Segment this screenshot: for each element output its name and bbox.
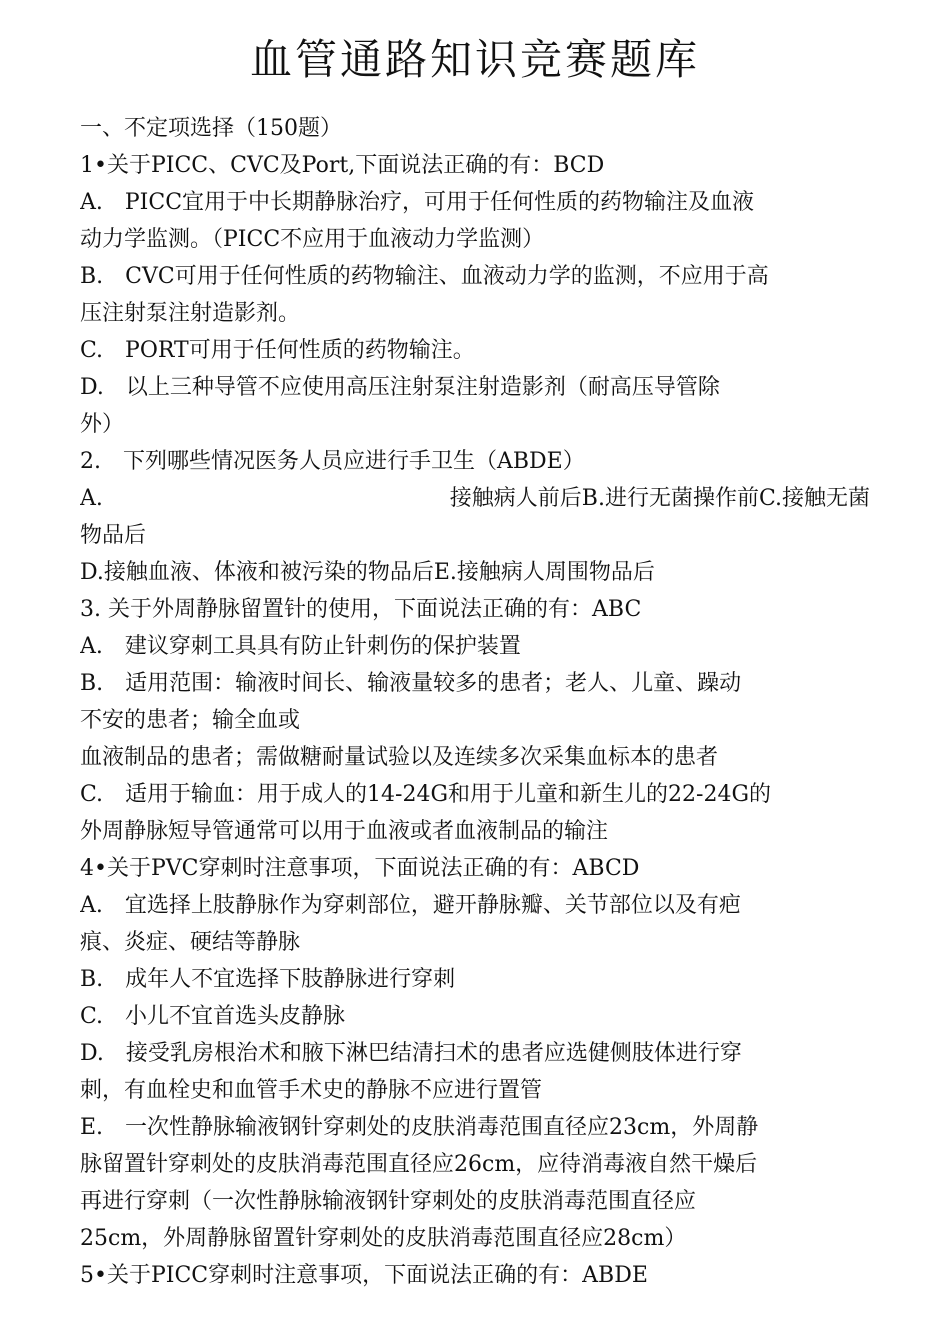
- option-a-marker: A.: [80, 486, 103, 511]
- question-5-stem: 5•关于PICC穿刺时注意事项，下面说法正确的有：ABDE: [80, 1263, 648, 1288]
- question-3-option-c-cont: 外周静脉短导管通常可以用于血液或者血液制品的输注: [80, 819, 609, 844]
- question-1-option-b: B. CVC可用于任何性质的药物输注、血液动力学的监测，不应用于高: [80, 264, 769, 289]
- options-abc-text: 接触病人前后B.进行无菌操作前C.接触无菌: [449, 486, 870, 511]
- question-1-option-a: [80, 184, 870, 221]
- question-4-option-e-cont-2: 再进行穿刺（一次性静脉输液钢针穿刺处的皮肤消毒范围直径应: [80, 1189, 697, 1214]
- question-4-option-e-cont-3: 25cm，外周静脉留置针穿刺处的皮肤消毒范围直径应28cm）: [80, 1226, 687, 1251]
- question-content: [80, 110, 870, 1294]
- question-3-option-b-cont: 不安的患者；输全血或: [80, 708, 301, 733]
- question-1-option-c: C. PORT可用于任何性质的药物输注。: [80, 338, 475, 363]
- question-1-option-b-cont: 压注射泵注射造影剂。: [80, 301, 301, 326]
- question-4-option-b: B. 成年人不宜选择下肢静脉进行穿刺: [80, 967, 456, 992]
- section-heading: 一、不定项选择（150题）: [80, 116, 342, 141]
- question-2-options-de: D.接触血液、体液和被污染的物品后E.接触病人周围物品后: [80, 560, 655, 585]
- line-text: A. PICC宜用于中长期静脉治疗，可用于任何性质的药物输注及血液: [80, 190, 755, 215]
- question-4-option-e-cont: 脉留置针穿刺处的皮肤消毒范围直径应26cm，应待消毒液自然干燥后: [80, 1152, 758, 1177]
- question-4-option-a: A. 宜选择上肢静脉作为穿刺部位，避开静脉瓣、关节部位以及有疤: [80, 893, 741, 918]
- question-3-option-c: C. 适用于输血：用于成人的14-24G和用于儿童和新生儿的22-24G的: [80, 782, 772, 807]
- question-1-option-d: D. 以上三种导管不应使用高压注射泵注射造影剂（耐高压导管除: [80, 375, 720, 400]
- question-3-stem: 3. 关于外周静脉留置针的使用，下面说法正确的有：ABC: [80, 597, 642, 622]
- question-4-stem: 4•关于PVC穿刺时注意事项，下面说法正确的有：ABCD: [80, 856, 640, 881]
- question-4-option-a-cont: 痕、炎症、硬结等静脉: [80, 930, 301, 955]
- question-2-options-line: [80, 480, 870, 517]
- question-4-option-c: C. 小儿不宜首选头皮静脉: [80, 1004, 346, 1029]
- question-3-option-a: A. 建议穿刺工具具有防止针刺伤的保护装置: [80, 634, 521, 659]
- question-2-stem: 2. 下列哪些情况医务人员应进行手卫生（ABDE）: [80, 449, 585, 474]
- question-4-option-e: E. 一次性静脉输液钢针穿刺处的皮肤消毒范围直径应23cm，外周静: [80, 1115, 759, 1140]
- question-1-option-d-cont: 外）: [80, 412, 125, 437]
- question-4-option-d-cont: 刺，有血栓史和血管手术史的静脉不应进行置管: [80, 1078, 543, 1103]
- question-3-option-b-cont-2: 血液制品的患者；需做糖耐量试验以及连续多次采集血标本的患者: [80, 745, 719, 770]
- question-3-option-b: B. 适用范围：输液时间长、输液量较多的患者；老人、儿童、躁动: [80, 671, 742, 696]
- question-4-option-d: D. 接受乳房根治术和腋下淋巴结清扫术的患者应选健侧肢体进行穿: [80, 1041, 742, 1066]
- question-1-stem: 1•关于PICC、CVC及Port,下面说法正确的有：BCD: [80, 153, 605, 178]
- document-title: 血管通路知识竞赛题库: [249, 35, 700, 84]
- question-2-options-cont: 物品后: [80, 523, 147, 548]
- question-1-option-a-cont: 动力学监测。（PICC不应用于血液动力学监测）: [80, 227, 545, 252]
